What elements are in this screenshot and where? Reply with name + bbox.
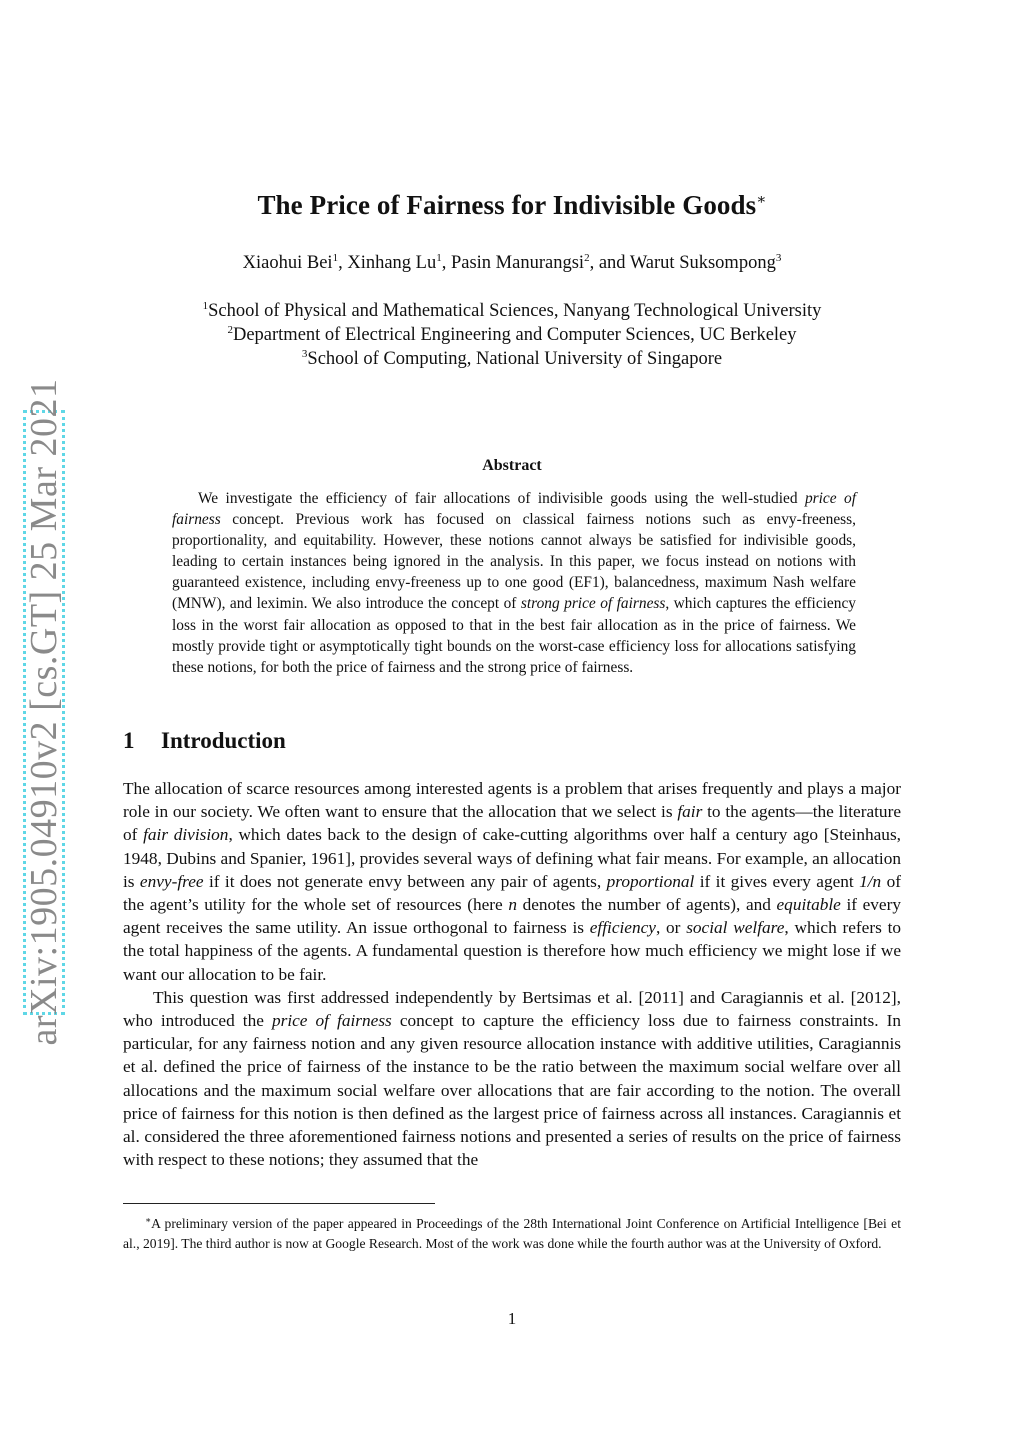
author: Xinhang Lu [347, 253, 437, 273]
affiliation-mark: 2 [227, 324, 233, 336]
footnote-mark: ∗ [145, 1215, 152, 1225]
body-paragraph [123, 777, 901, 986]
text-run: , or [655, 918, 687, 938]
text-run: , which captures the efficiency loss in the worst fair allocation as opposed to that in the best fair allocation as in the price of fairness. We mostly provide tight or asymptotically tight bounds on the worst-case efficiency loss for allocations satisfying these notions, for both the price of fairness and the strong price of fairness. [172, 595, 856, 676]
abstract-heading: Abstract [482, 457, 542, 474]
text-run: if every agent receives the same utility. An issue orthogonal to fairness is [123, 895, 901, 938]
text-run-italic: proportional [606, 871, 695, 891]
body-text [123, 777, 901, 1171]
author-separator: , and [589, 253, 630, 273]
body-paragraph [123, 986, 901, 1172]
text-run: This question was first addressed independently by Bertsimas et al. [2011] and Caragiannis et al. [2012], who introduced the [123, 987, 901, 1031]
affiliation-text: School of Computing, National University of Singapore [307, 349, 723, 369]
text-run: We investigate the efficiency of fair allocations of indivisible goods using the well-studied [198, 490, 805, 507]
arxiv-watermark: arXiv:1905.04910v2 [cs.GT] 25 Mar 2021 [23, 378, 65, 1046]
text-run: concept to capture the efficiency loss due to fairness constraints. In particular, for any fairness notion and any given resource allocation instance with additive utilities, Caragiannis et al. defined the price of fairness of the instance to be the ratio between the maximum social welfare over all allocations and the maximum social welfare over allocations that are fair according to the notion. The overall price of fairness for this notion is then defined as the largest price of fairness across all instances. Caragiannis et al. considered the three aforementioned fairness notions and presented a series of results on the price of fairness with respect to these notions; they assumed that the [123, 1011, 901, 1170]
affiliation [0, 342, 1024, 371]
text-run-italic: fair division [143, 825, 229, 845]
text-run: if it does not generate envy between any pair of agents, [203, 871, 607, 891]
footnote-rule [123, 1203, 435, 1204]
text-run-italic: price of fairness [271, 1011, 392, 1031]
author: Warut Suksompong [629, 253, 776, 273]
text-run-italic: efficiency [589, 918, 656, 938]
affiliation-text: Department of Electrical Engineering and Computer Sciences, UC Berkeley [232, 325, 797, 345]
text-run: concept. Previous work has focused on classical fairness notions such as envy-freeness, proportionality, and equitability. However, these notions cannot always be satisfied for indivisible goods, leading to certain instances being ignored in the analysis. In this paper, we focus instead on notions with guaranteed existence, including envy-freeness up to one good (EF1), balancedness, maximum Nash welfare (MNW), and leximin. We also introduce the concept of [172, 511, 856, 613]
author-affil-mark: 1 [436, 252, 442, 264]
abstract-paragraph [172, 488, 856, 678]
author-affil-mark: 3 [775, 252, 782, 264]
text-run-italic: fair [677, 802, 703, 822]
affiliation-mark: 3 [301, 348, 308, 360]
title-text: The Price of Fairness for Indivisible Goods [257, 190, 757, 220]
page-number: 1 [507, 1309, 517, 1328]
text-run: denotes the number of agents), and [516, 895, 777, 915]
math-variable: n [508, 895, 517, 915]
author-affil-mark: 1 [332, 252, 339, 264]
text-run-italic: price of fairness [172, 490, 856, 529]
text-run-italic: strong price of fairness [520, 595, 666, 613]
author: Xiaohui Bei [242, 253, 333, 273]
text-run: , which refers to the total happiness of the agents. A fundamental question is therefore how much efficiency we might lose if we want our allocation to be fair. [123, 918, 902, 984]
text-run-italic: equitable [776, 895, 841, 915]
footnote [123, 1210, 901, 1254]
text-run: of the agent’s utility for the whole set of resources (here [123, 871, 901, 915]
title-footnote-mark: ∗ [756, 192, 767, 208]
section-number: 1 [123, 728, 135, 753]
text-run: to the agents—the literature of [123, 802, 901, 845]
author-separator: , [441, 253, 451, 273]
text-run: The allocation of scarce resources among interested agents is a problem that arises frequently and plays a major role in our society. We often want to ensure that the allocation that we select is [123, 779, 901, 822]
author-affil-mark: 2 [584, 252, 590, 264]
author-list [0, 252, 1024, 274]
author-separator: , [338, 253, 348, 273]
affiliation-mark: 1 [202, 300, 209, 312]
text-run: , which dates back to the design of cake-cutting algorithms over half a century ago [Steinhaus, 1948, Dubins and Spanier, 1961], provides several ways of defining what fair means. For example, an allocation is [123, 825, 901, 891]
text-run: if it gives every agent [694, 871, 860, 891]
footnote-paragraph [123, 1210, 901, 1254]
text-run-italic: envy-free [139, 871, 204, 891]
footnote-text: A preliminary version of the paper appeared in Proceedings of the 28th International Joint Conference on Artificial Intelligence [Bei et al., 2019]. The third author is now at Google Research. Most of the work was done while the fourth author was at the University of Oxford. [123, 1216, 901, 1251]
text-run-italic: social welfare [686, 918, 785, 938]
section-heading [123, 728, 286, 754]
math-fraction: 1/n [859, 871, 882, 891]
author: Pasin Manurangsi [450, 253, 585, 273]
affiliation-text: School of Physical and Mathematical Sciences, Nanyang Technological University [208, 301, 822, 321]
paper-title [0, 190, 1024, 221]
section-title: Introduction [161, 728, 286, 753]
abstract-body [172, 488, 856, 678]
